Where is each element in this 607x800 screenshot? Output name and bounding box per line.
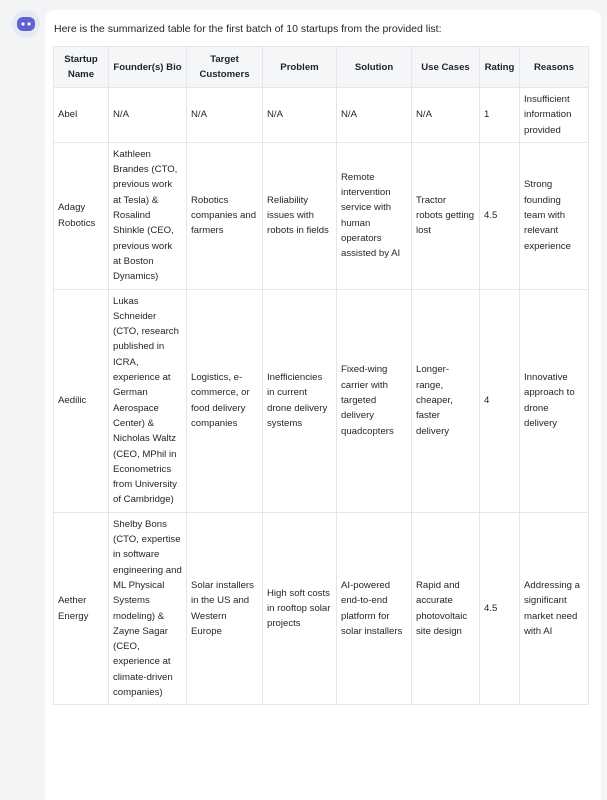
assistant-avatar xyxy=(12,10,40,38)
assistant-message xyxy=(45,10,601,800)
cell-target-customers: N/A xyxy=(187,88,263,143)
cell-founders-bio: Lukas Schneider (CTO, research published in ICRA, experience at German Aerospace Center) & Nicholas Waltz (CEO, MPhil in Econometrics from University of Cambridge) xyxy=(109,289,187,512)
header-target-customers: Target Customers xyxy=(187,47,263,88)
cell-problem: Reliability issues with robots in fields xyxy=(263,142,337,289)
cell-rating: 4.5 xyxy=(480,142,520,289)
cell-startup-name: Abel xyxy=(54,88,109,143)
cell-founders-bio: Shelby Bons (CTO, expertise in software engineering and ML Physical Systems modeling) & Zayne Sagar (CEO, experience at climate-driven companies) xyxy=(109,512,187,705)
cell-solution: Remote intervention service with human operators assisted by AI xyxy=(337,142,412,289)
cell-rating: 4 xyxy=(480,289,520,512)
cell-use-cases: Tractor robots getting lost xyxy=(412,142,480,289)
cell-founders-bio: N/A xyxy=(109,88,187,143)
cell-startup-name: Adagy Robotics xyxy=(54,142,109,289)
cell-solution: N/A xyxy=(337,88,412,143)
cell-startup-name: Aether Energy xyxy=(54,512,109,705)
cell-use-cases: Rapid and accurate photovoltaic site design xyxy=(412,512,480,705)
message-intro-text: Here is the summarized table for the first batch of 10 startups from the provided list: xyxy=(54,23,442,35)
table-row xyxy=(54,289,589,512)
cell-problem: Inefficiencies in current drone delivery systems xyxy=(263,289,337,512)
header-founders-bio: Founder(s) Bio xyxy=(109,47,187,88)
header-problem: Problem xyxy=(263,47,337,88)
cell-solution: AI-powered end-to-end platform for solar installers xyxy=(337,512,412,705)
header-solution: Solution xyxy=(337,47,412,88)
cell-solution: Fixed-wing carrier with targeted delivery quadcopters xyxy=(337,289,412,512)
cell-target-customers: Solar installers in the US and Western Europe xyxy=(187,512,263,705)
table-row xyxy=(54,142,589,289)
table-row xyxy=(54,512,589,705)
cell-problem: N/A xyxy=(263,88,337,143)
header-rating: Rating xyxy=(480,47,520,88)
header-reasons: Reasons xyxy=(520,47,589,88)
bot-face-icon xyxy=(16,16,36,32)
header-startup-name: Startup Name xyxy=(54,47,109,88)
cell-target-customers: Logistics, e-commerce, or food delivery companies xyxy=(187,289,263,512)
cell-rating: 4.5 xyxy=(480,512,520,705)
startup-summary-table xyxy=(53,46,589,705)
cell-startup-name: Aedilic xyxy=(54,289,109,512)
header-use-cases: Use Cases xyxy=(412,47,480,88)
cell-use-cases: N/A xyxy=(412,88,480,143)
cell-reasons: Addressing a significant market need with AI xyxy=(520,512,589,705)
cell-reasons: Insufficient information provided xyxy=(520,88,589,143)
table-row xyxy=(54,88,589,143)
cell-use-cases: Longer-range, cheaper, faster delivery xyxy=(412,289,480,512)
cell-target-customers: Robotics companies and farmers xyxy=(187,142,263,289)
table-header-row xyxy=(54,47,589,88)
cell-reasons: Strong founding team with relevant experience xyxy=(520,142,589,289)
cell-rating: 1 xyxy=(480,88,520,143)
cell-problem: High soft costs in rooftop solar projects xyxy=(263,512,337,705)
cell-founders-bio: Kathleen Brandes (CTO, previous work at Tesla) & Rosalind Shinkle (CEO, previous work at Boston Dynamics) xyxy=(109,142,187,289)
cell-reasons: Innovative approach to drone delivery xyxy=(520,289,589,512)
